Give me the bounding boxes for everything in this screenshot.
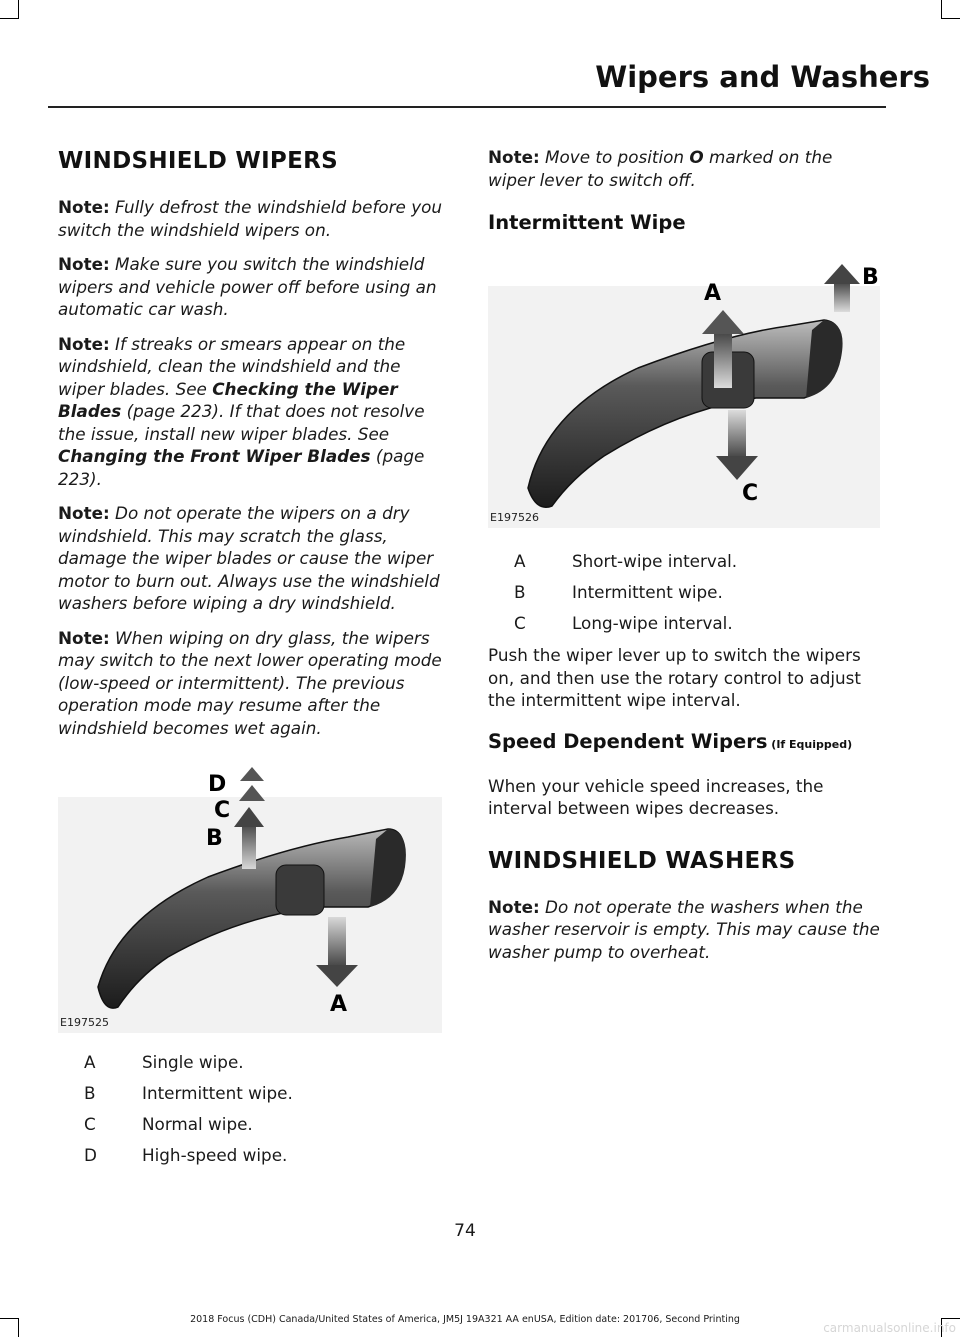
note-text: (page 223). If that does not resolve the issue, install new wiper blades. See: [58, 401, 425, 444]
callout-C: C: [742, 481, 759, 506]
crop-mark: [941, 0, 942, 19]
callout-A: A: [330, 992, 348, 1017]
note-text: (page 223).: [58, 446, 425, 489]
legend-row: [488, 612, 883, 634]
legend-row: [58, 1113, 450, 1135]
left-column: [58, 140, 450, 1176]
legend-row: [58, 1144, 450, 1166]
subheading-intermittent: Intermittent Wipe: [488, 211, 686, 234]
arrow-up-C: [239, 785, 265, 801]
figure-id: E197525: [60, 1016, 109, 1029]
legend-value: Single wipe.: [142, 1052, 244, 1072]
note-label: Note:: [58, 627, 110, 648]
callout-C: C: [214, 798, 231, 823]
note-label: Note:: [58, 333, 110, 354]
section-heading-wipers: WINDSHIELD WIPERS: [58, 148, 338, 174]
note-label: Note:: [488, 147, 540, 167]
legend-value: Intermittent wipe.: [142, 1083, 293, 1103]
legend-key: B: [514, 582, 526, 602]
figure-id: E197526: [490, 511, 539, 524]
subheading-qualifier: (If Equipped): [767, 737, 853, 751]
section-heading-washers: WINDSHIELD WASHERS: [488, 847, 796, 874]
rotary-control: [276, 865, 324, 915]
wiper-lever-illustration: [58, 767, 442, 1033]
note-text: marked on the wiper lever to switch off.: [488, 147, 833, 190]
callout-D: D: [208, 772, 227, 797]
note-dry-windshield: [58, 502, 450, 615]
callout-B: B: [206, 826, 223, 851]
note-dry-glass: [58, 627, 450, 740]
legend-key: A: [84, 1052, 96, 1072]
wiper-lever-figure: [58, 767, 450, 1033]
note-text: Fully defrost the windshield before you switch the windshield wipers on.: [58, 197, 443, 240]
legend-key: C: [84, 1114, 96, 1134]
crop-mark: [0, 18, 19, 19]
note-label: Note:: [488, 896, 540, 917]
note-label: Note:: [58, 503, 110, 523]
note-text: When wiping on dry glass, the wipers may switch to the next lower operating mode (low-speed or intermittent). The previous operation mode may resume after the windshield becomes wet again.: [58, 627, 442, 738]
legend-value: High-speed wipe.: [142, 1145, 288, 1165]
legend-left: [58, 1051, 450, 1166]
note-washer-reservoir: [488, 896, 883, 964]
note-text: Move to position: [539, 147, 690, 167]
paragraph-speed-interval: When your vehicle speed increases, the interval between wipes decreases.: [488, 775, 824, 818]
legend-value: Short-wipe interval.: [572, 551, 738, 571]
note-car-wash: [58, 253, 450, 321]
subheading-text: Speed Dependent Wipers: [488, 729, 768, 753]
cross-reference-link[interactable]: Checking the Wiper Blades: [58, 378, 398, 421]
note-streaks: [58, 333, 450, 491]
legend-right: [488, 550, 883, 634]
legend-value: Long-wipe interval.: [572, 613, 733, 633]
note-defrost: [58, 196, 450, 241]
note-label: Note:: [58, 254, 110, 274]
intermittent-lever-figure: [488, 260, 883, 528]
legend-value: Intermittent wipe.: [572, 582, 723, 602]
legend-key: A: [514, 551, 526, 571]
paragraph-push-lever: Push the wiper lever up to switch the wipers on, and then use the rotary control to adjust the intermittent wipe interval.: [488, 645, 861, 710]
note-text: Do not operate the washers when the washer reservoir is empty. This may cause the washer pump to overheat.: [488, 896, 880, 962]
legend-key: D: [84, 1145, 97, 1165]
legend-key: B: [84, 1083, 96, 1103]
page-header-title: Wipers and Washers: [595, 60, 930, 94]
cross-reference-link[interactable]: Changing the Front Wiper Blades: [58, 446, 371, 466]
subheading-speed-dependent: [488, 730, 883, 753]
note-text: If streaks or smears appear on the windshield, clean the windshield and the wiper blades. See: [58, 333, 406, 399]
legend-row: [58, 1051, 450, 1073]
position-marker: O: [689, 147, 704, 167]
crop-mark: [941, 1318, 960, 1319]
crop-mark: [18, 0, 19, 19]
note-switch-off: [488, 146, 883, 191]
note-text: Do not operate the wipers on a dry windshield. This may scratch the glass, damage the wiper blades or cause the wiper motor to burn out. Always use the windshield washers before wiping a dry windshield.: [58, 503, 440, 613]
page-number: 74: [454, 1221, 476, 1241]
crop-mark: [941, 18, 960, 19]
legend-row: [488, 581, 883, 603]
callout-A: A: [704, 281, 722, 306]
right-column: [488, 140, 883, 975]
legend-value: Normal wipe.: [142, 1114, 253, 1134]
page-footer: 2018 Focus (CDH) Canada/United States of America, JM5J 19A321 AA enUSA, Edition date: 201706, Second Printing: [190, 1314, 740, 1325]
note-label: Note:: [58, 197, 110, 217]
legend-row: [58, 1082, 450, 1104]
callout-B: B: [862, 265, 879, 290]
legend-row: [488, 550, 883, 572]
intermittent-lever-illustration: [488, 260, 880, 528]
arrow-up-D: [240, 767, 264, 781]
watermark: carmanualsonline.info: [823, 1321, 956, 1335]
legend-key: C: [514, 613, 526, 633]
header-rule: [48, 106, 886, 108]
note-text: Make sure you switch the windshield wipers and vehicle power off before using an automatic car wash.: [58, 254, 437, 319]
